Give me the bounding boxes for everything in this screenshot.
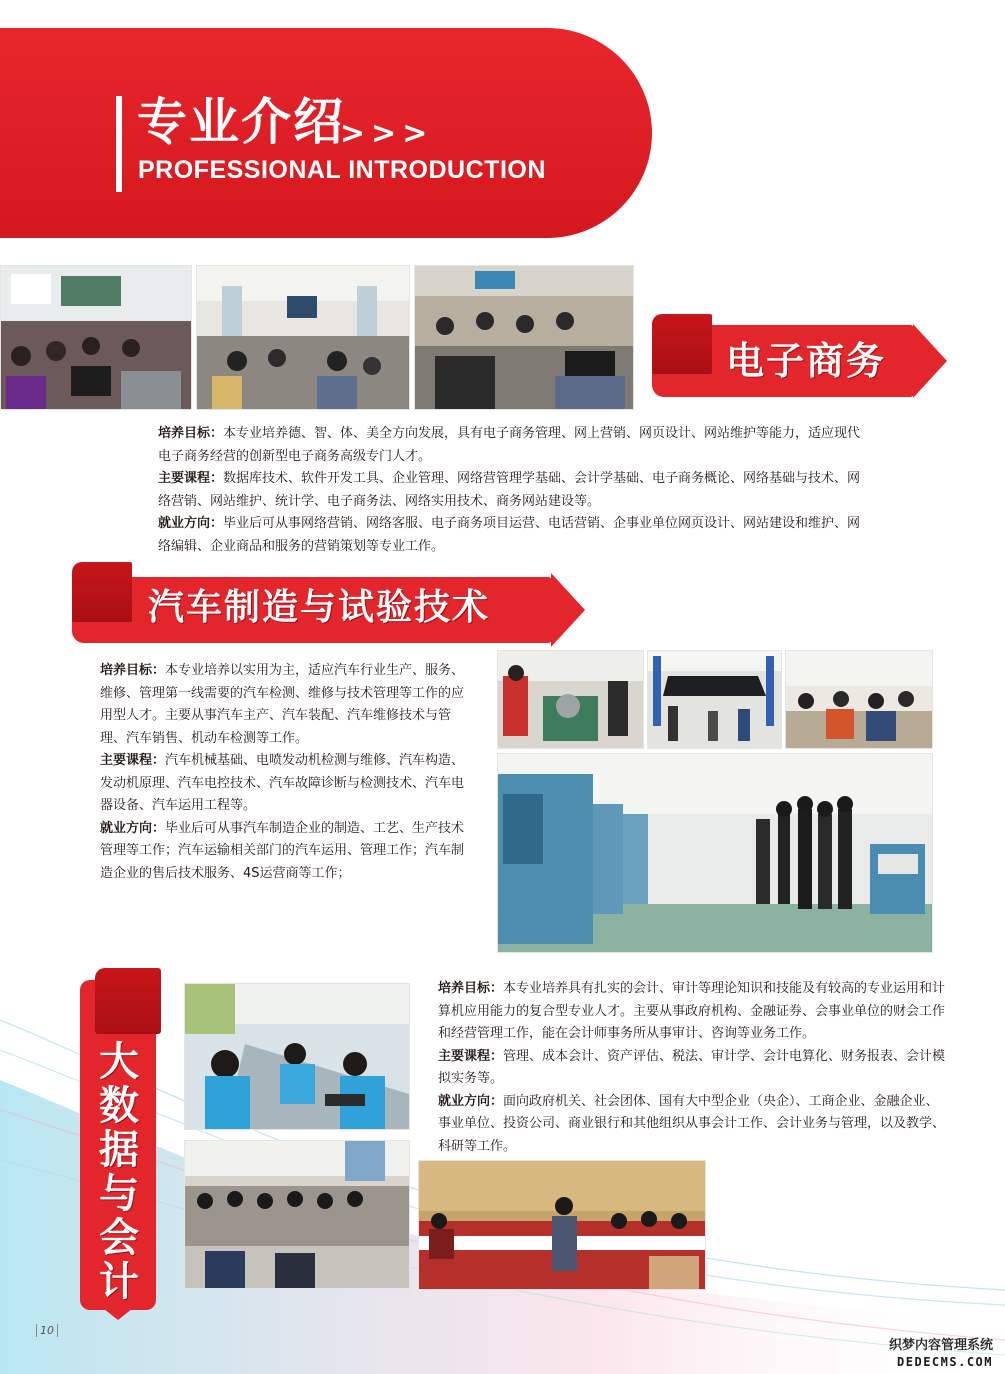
ecommerce-goal: 本专业培养德、智、体、美全方向发展，具有电子商务管理、网上营销、网页设计、网站维护等能力，适应现代电子商务经营的创新型电子商务高级专门人才。 [158, 426, 861, 464]
label-courses: 主要课程： [100, 753, 166, 768]
section-title-char: 与 [99, 1171, 139, 1217]
watermark-line1: 织梦内容管理系统 [888, 1338, 993, 1353]
page-number: 10 [36, 1324, 58, 1337]
label-goal: 培养目标： [100, 663, 166, 678]
tag-square [652, 314, 712, 374]
photo-accounting-lab-1 [184, 983, 410, 1130]
page-title: 专业介绍 [137, 93, 345, 151]
photo-ecommerce-classroom-2 [196, 265, 410, 410]
bigdata-jobs: 面向政府机关、社会团体、国有大中型企业（央企）、工商企业、金融企业、事业单位、投资公司、商业银行和其他组织从事会计工作、会计业务与管理，以及教学、科研等工作。 [438, 1093, 946, 1154]
auto-courses: 汽车机械基础、电喷发动机检测与维修、汽车构造、发动机原理、汽车电控技术、汽车故障诊断与检测技术、汽车电器设备、汽车运用工程等。 [100, 753, 465, 813]
label-goal: 培养目标： [158, 426, 224, 441]
ecommerce-courses: 数据库技术、软件开发工具、企业管理、网络营管理学基础、会计学基础、电子商务概论、网络基础与技术、网络营销、网站维护、统计学、电子商务法、网络实用技术、商务网站建设等。 [158, 471, 861, 509]
ecommerce-jobs: 毕业后可从事网络营销、网络客服、电子商务项目运营、电话营销、企事业单位网页设计、网站建设和维护、网络编辑、企业商品和服务的营销策划等专业工作。 [158, 516, 861, 554]
photo-accounting-lab-2 [184, 1140, 410, 1289]
section-title-char: 计 [99, 1259, 139, 1305]
label-goal: 培养目标： [438, 981, 504, 996]
section-title-char: 会 [99, 1215, 139, 1261]
header-divider [116, 96, 122, 192]
tag-arrow [551, 573, 585, 647]
auto-jobs: 毕业后可从事汽车制造企业的制造、工艺、生产技术管理等工作；汽车运输相关部门的汽车运用、管理工作；汽车制造企业的售后技术服务、4S运营商等工作； [100, 820, 465, 881]
label-courses: 主要课程： [438, 1048, 504, 1064]
label-courses: 主要课程： [158, 471, 224, 486]
bigdata-description [438, 978, 946, 1158]
arrows-icon: >>> [340, 116, 434, 151]
bigdata-goal: 本专业培养具有扎实的会计、审计等理论知识和技能及有较高的专业运用和计算机应用能力的复合型专业人才。主要从事政府机构、金融证券、会事业单位的财会工作和经营管理工作，能在会计师事务所从事审计、咨询等业务工作。 [438, 981, 946, 1041]
photo-auto-workshop-2 [647, 650, 782, 749]
watermark-line2: DEDECMS.COM [897, 1355, 993, 1369]
section-title-char: 大 [99, 1039, 139, 1085]
photo-ecommerce-classroom-3 [414, 265, 634, 410]
section-title-char: 数 [99, 1083, 139, 1129]
label-jobs: 就业方向： [100, 820, 166, 836]
photo-auto-workshop-3 [785, 650, 933, 749]
photo-ecommerce-classroom-1 [0, 265, 192, 410]
photo-auto-machine-shop [497, 753, 933, 953]
watermark [863, 1338, 993, 1370]
label-jobs: 就业方向： [438, 1093, 504, 1109]
section-title-char: 据 [99, 1127, 139, 1173]
tag-arrow [913, 324, 947, 398]
bigdata-courses: 管理、成本会计、资产评估、税法、审计学、会计电算化、财务报表、会计模拟实务等。 [438, 1048, 946, 1086]
page-subtitle: PROFESSIONAL INTRODUCTION [138, 156, 546, 184]
photo-auto-workshop-1 [497, 650, 644, 749]
auto-goal: 本专业培养以实用为主，适应汽车行业生产、服务、维修、管理第一线需要的汽车检测、维修与技术管理等工作的应用型人才。主要从事汽车主产、汽车装配、汽车维修技术与管理、汽车销售、机动车检测等工作。 [100, 663, 465, 746]
tag-square [72, 562, 132, 622]
photo-accounting-lecture [418, 1160, 706, 1290]
ecommerce-description [158, 423, 870, 558]
section-title-ecommerce: 电子商务 [726, 339, 887, 383]
tag-square [95, 968, 161, 1034]
auto-description [100, 660, 468, 885]
section-title-auto: 汽车制造与试验技术 [148, 587, 491, 628]
label-jobs: 就业方向： [158, 516, 224, 531]
